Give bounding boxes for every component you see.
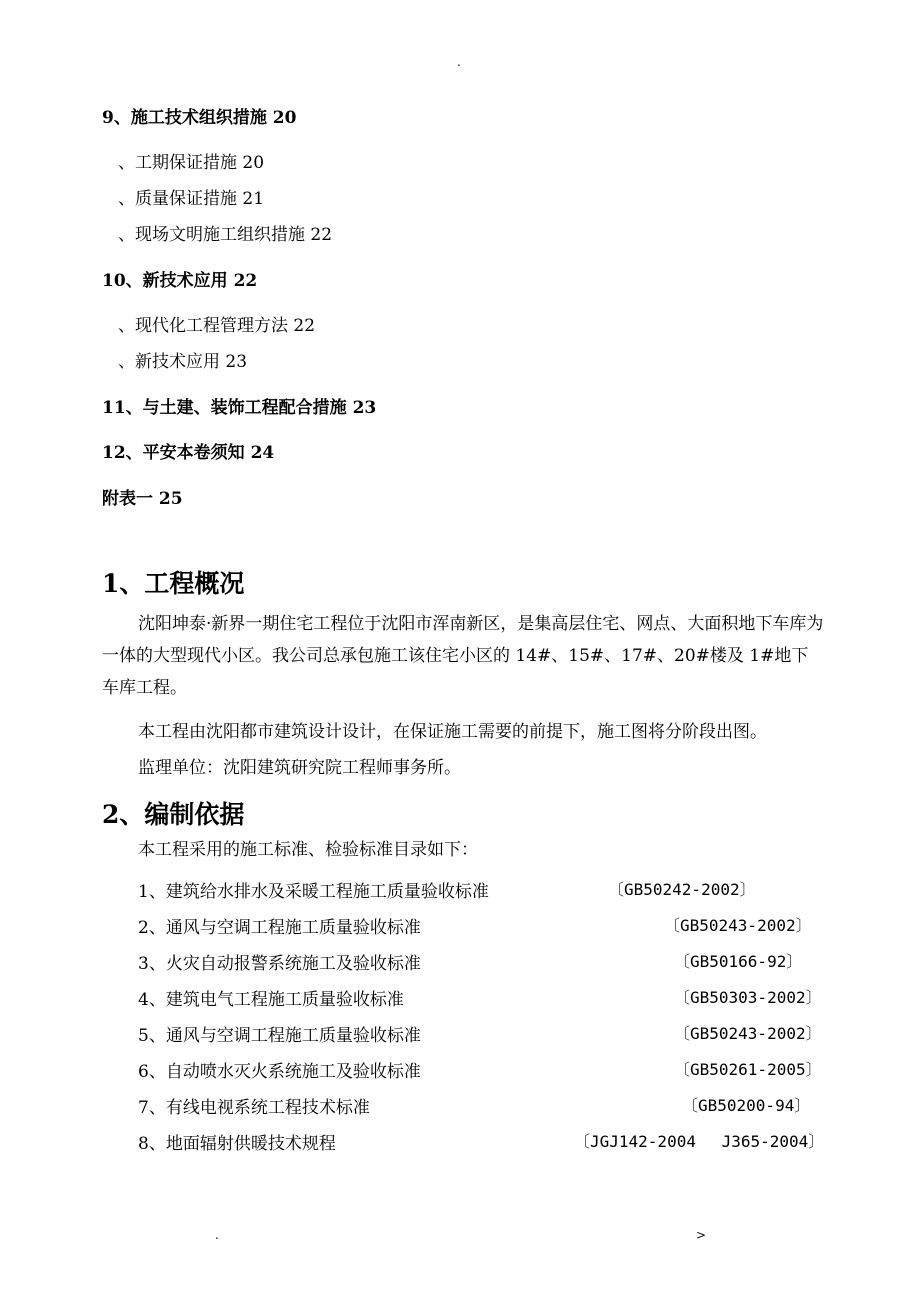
toc-subitem[interactable]: 、工期保证措施 20 xyxy=(118,153,265,173)
standard-name: 5、通风与空调工程施工质量验收标准 xyxy=(138,1026,421,1046)
toc-item[interactable]: 9、施工技术组织措施 20 xyxy=(102,108,297,128)
standard-code: 〔GB50243-2002〕 xyxy=(674,1024,822,1043)
standard-name: 4、建筑电气工程施工质量验收标准 xyxy=(138,990,404,1010)
supervisor-paragraph: 监理单位：沈阳建筑研究院工程师事务所。 xyxy=(138,758,461,778)
toc-item[interactable]: 11、与土建、装饰工程配合措施 23 xyxy=(102,398,377,418)
toc-item[interactable]: 附表一 25 xyxy=(102,489,183,509)
standard-code: 〔JGJ142-2004 J365-2004〕 xyxy=(574,1132,825,1151)
toc-subitem[interactable]: 、现代化工程管理方法 22 xyxy=(118,316,316,336)
standard-code: 〔GB50303-2002〕 xyxy=(674,988,822,1007)
standard-name: 7、有线电视系统工程技术标准 xyxy=(138,1098,370,1118)
toc-subitem[interactable]: 、新技术应用 23 xyxy=(118,352,248,372)
design-paragraph: 本工程由沈阳都市建筑设计设计，在保证施工需要的前提下，施工图将分阶段出图。 xyxy=(138,722,767,742)
standard-code: 〔GB50243-2002〕 xyxy=(664,916,812,935)
toc-subitem[interactable]: 、质量保证措施 21 xyxy=(118,189,265,209)
standard-name: 8、地面辐射供暖技术规程 xyxy=(138,1134,336,1154)
section-heading-basis: 2、编制依据 xyxy=(102,800,245,829)
standards-intro: 本工程采用的施工标准、检验标准目录如下： xyxy=(138,840,478,860)
header-mark: . xyxy=(457,55,461,69)
standard-name: 6、自动喷水灭火系统施工及验收标准 xyxy=(138,1062,421,1082)
standard-name: 3、火灾自动报警系统施工及验收标准 xyxy=(138,954,421,974)
toc-item[interactable]: 12、平安本卷须知 24 xyxy=(102,443,275,463)
standard-name: 2、通风与空调工程施工质量验收标准 xyxy=(138,918,421,938)
standard-code: 〔GB50200-94〕 xyxy=(682,1096,811,1115)
standard-name: 1、建筑给水排水及采暖工程施工质量验收标准 xyxy=(138,882,489,902)
section-heading-overview: 1、工程概况 xyxy=(102,569,245,598)
overview-paragraph: 沈阳坤泰·新界一期住宅工程位于沈阳市浑南新区，是集高层住宅、网点、大面积地下车库为一体的大型现代小区。我公司总承包施工该住宅小区的 14#、15#、17#、20#楼及 1#地下车库工程。 xyxy=(102,614,824,698)
footer-left-mark: . xyxy=(215,1228,219,1242)
footer-right-mark: > xyxy=(696,1228,707,1242)
standard-code: 〔GB50242-2002〕 xyxy=(608,880,756,899)
standard-code: 〔GB50261-2005〕 xyxy=(674,1060,822,1079)
toc-subitem[interactable]: 、现场文明施工组织措施 22 xyxy=(118,225,333,245)
standard-code: 〔GB50166-92〕 xyxy=(674,952,803,971)
toc-item[interactable]: 10、新技术应用 22 xyxy=(102,271,258,291)
